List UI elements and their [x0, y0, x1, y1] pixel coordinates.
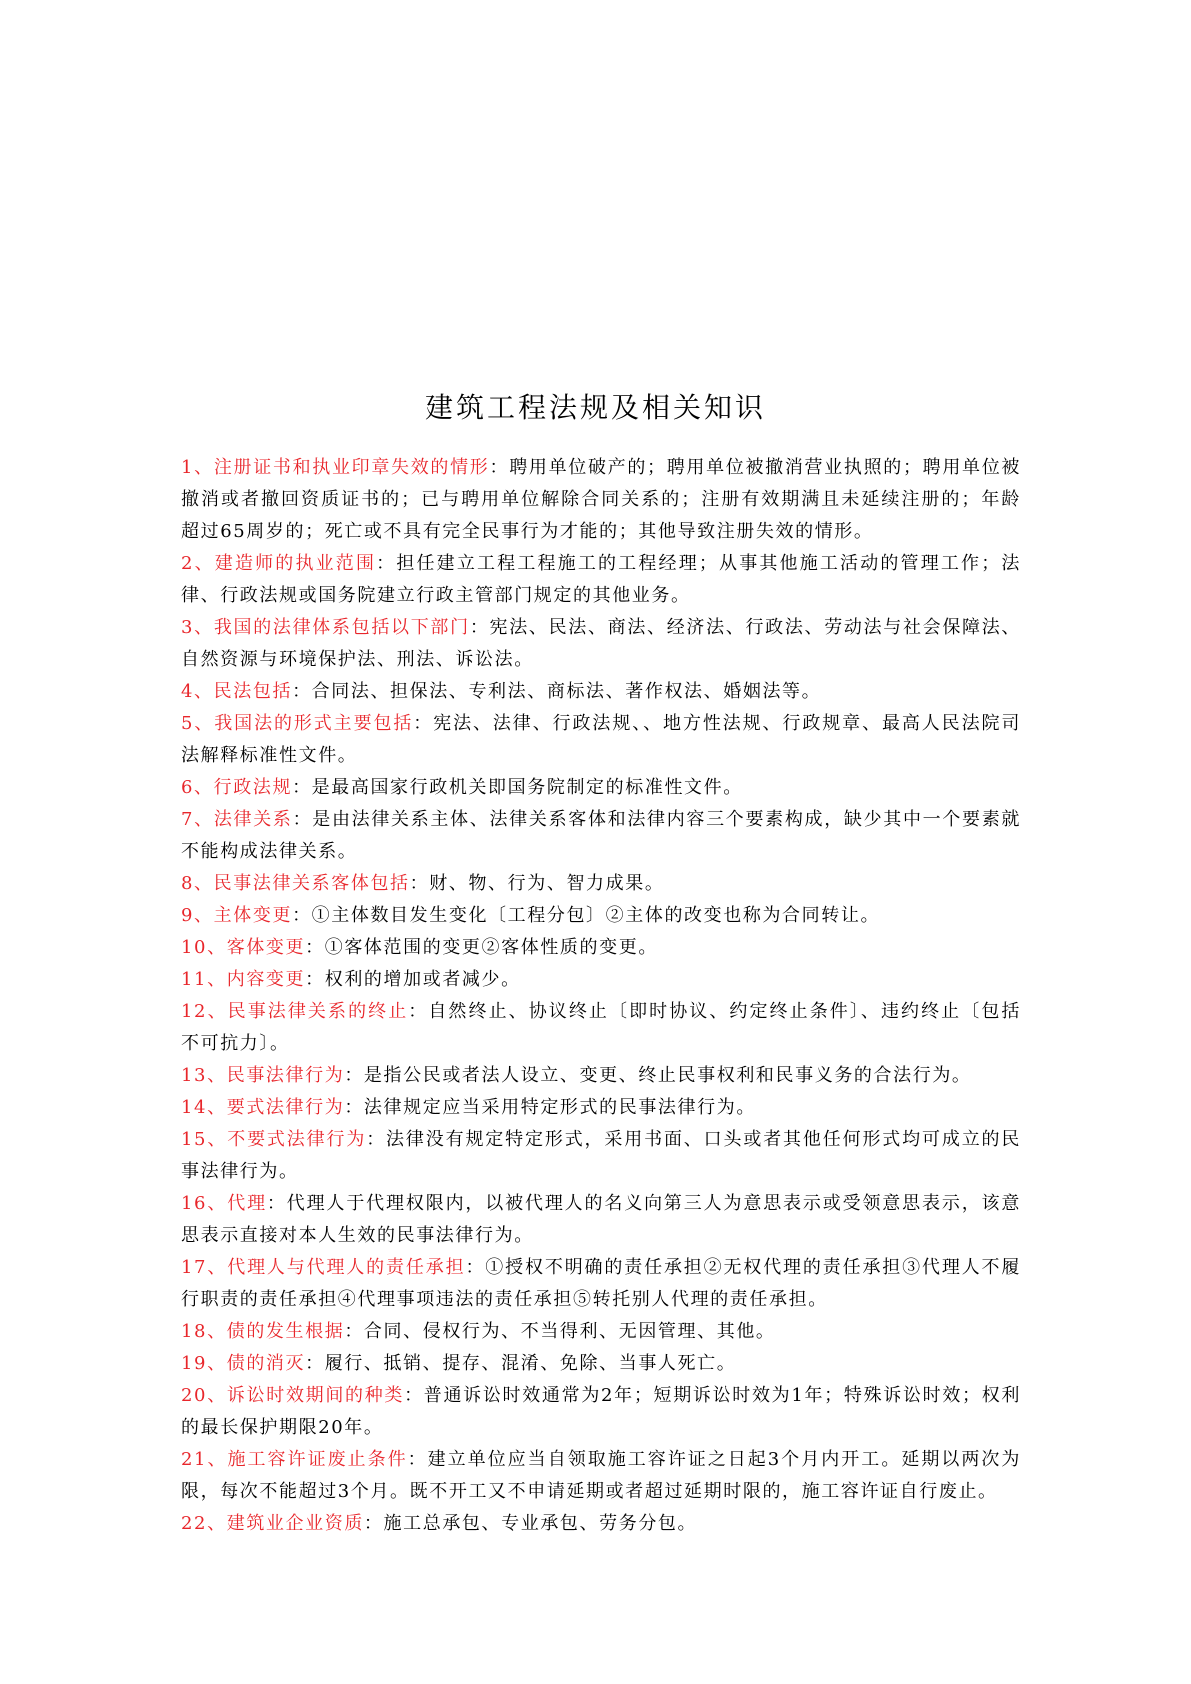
entry-term: 我国的法律体系包括以下部门 — [213, 617, 470, 638]
entry-number: 22、 — [181, 1513, 227, 1534]
entry-body: ：施工总承包、专业承包、劳务分包。 — [363, 1513, 698, 1534]
entry-item — [181, 900, 1021, 932]
entry-number: 20、 — [181, 1385, 227, 1406]
entry-term: 内容变更 — [226, 969, 306, 990]
entry-item — [181, 1508, 1021, 1540]
entry-body: ：①客体范围的变更②客体性质的变更。 — [305, 937, 658, 958]
entry-item — [181, 1060, 1021, 1092]
entry-number: 6、 — [181, 777, 214, 798]
entry-number: 3、 — [181, 617, 214, 638]
entry-body: ：财、物、行为、智力成果。 — [409, 873, 665, 894]
entry-number: 13、 — [181, 1065, 227, 1086]
entry-item — [181, 676, 1021, 708]
entry-body: ：担任建立工程工程施工的工程经理；从事其他施工活动的管理工作；法律、行政法规或国务院建立行政主管部门规定的其他业务。 — [181, 553, 1021, 606]
entry-body: ：宪法、法律、行政法规、、地方性法规、行政规章、最高人民法院司法解释标准性文件。 — [181, 713, 1021, 766]
entry-list — [181, 452, 1021, 1540]
entry-number: 19、 — [181, 1353, 227, 1374]
entry-body: ：是最高国家行政机关即国务院制定的标准性文件。 — [292, 777, 743, 798]
entry-term: 民事法律行为 — [226, 1065, 345, 1086]
document-title: 建筑工程法规及相关知识 — [424, 391, 766, 424]
entry-body: ：法律没有规定特定形式，采用书面、口头或者其他任何形式均可成立的民事法律行为。 — [181, 1129, 1022, 1182]
entry-item — [181, 868, 1021, 900]
entry-term: 民事法律关系客体包括 — [213, 873, 410, 894]
entry-item — [181, 772, 1021, 804]
entry-number: 11、 — [181, 969, 227, 990]
entry-term: 债的消灭 — [226, 1353, 306, 1374]
entry-number: 21、 — [181, 1449, 228, 1470]
entry-term: 债的发生根据 — [226, 1321, 345, 1342]
entry-term: 代理人与代理人的责任承担 — [227, 1257, 466, 1278]
entry-item — [181, 708, 1021, 772]
entry-term: 注册证书和执业印章失效的情形 — [213, 457, 490, 478]
entry-body: ：合同、侵权行为、不当得利、无因管理、其他。 — [344, 1321, 776, 1342]
entry-number: 15、 — [181, 1129, 228, 1150]
entry-term: 诉讼时效期间的种类 — [226, 1385, 405, 1406]
entry-term: 民事法律关系的终止 — [227, 1001, 409, 1022]
entry-term: 主体变更 — [213, 905, 293, 926]
entry-number: 17、 — [181, 1257, 228, 1278]
entry-number: 1、 — [181, 457, 214, 478]
entry-body: ：合同法、担保法、专利法、商标法、著作权法、婚姻法等。 — [292, 681, 822, 702]
entry-number: 14、 — [181, 1097, 227, 1118]
entry-number: 2、 — [181, 553, 215, 574]
entry-item — [181, 804, 1021, 868]
entry-item — [181, 1188, 1021, 1252]
entry-body: ：权利的增加或者减少。 — [305, 969, 521, 990]
entry-body: ：代理人于代理权限内，以被代理人的名义向第三人为意思表示或受领意思表示，该意思表示直接对本人生效的民事法律行为。 — [181, 1193, 1021, 1246]
entry-item — [181, 1092, 1021, 1124]
entry-number: 9、 — [181, 905, 214, 926]
entry-body: ：自然终止、协议终止〔即时协议、约定终止条件〕、违约终止〔包括不可抗力〕。 — [181, 1001, 1021, 1054]
entry-body: ：建立单位应当自领取施工容许证之日起3个月内开工。延期以两次为限，每次不能超过3个月。既不开工又不申请延期或者超过延期时限的，施工容许证自行废止。 — [181, 1449, 1021, 1502]
entry-item — [181, 1252, 1021, 1316]
entry-term: 民法包括 — [213, 681, 293, 702]
entry-item — [181, 1124, 1021, 1188]
entry-term: 代理 — [227, 1193, 267, 1214]
entry-term: 行政法规 — [213, 777, 293, 798]
entry-item — [181, 1444, 1021, 1508]
entry-item — [181, 452, 1021, 548]
entry-number: 4、 — [181, 681, 214, 702]
entry-number: 16、 — [181, 1193, 228, 1214]
entry-term: 我国法的形式主要包括 — [214, 713, 414, 734]
entry-number: 10、 — [181, 937, 227, 958]
entry-body: ：聘用单位破产的；聘用单位被撤消营业执照的；聘用单位被撤消或者撤回资质证书的；已与聘用单位解除合同关系的；注册有效期满且未延续注册的；年龄超过65周岁的；死亡或不具有完全民事行为才能的；其他导致注册失效的情形。 — [181, 457, 1022, 542]
entry-body: ：履行、抵销、提存、混淆、免除、当事人死亡。 — [305, 1353, 737, 1374]
entry-body: ：是指公民或者法人设立、变更、终止民事权利和民事义务的合法行为。 — [344, 1065, 972, 1086]
entry-item — [181, 964, 1021, 996]
entry-body: ：①授权不明确的责任承担②无权代理的责任承担③代理人不履行职责的责任承担④代理事项违法的责任承担⑤转托别人代理的责任承担。 — [181, 1257, 1022, 1310]
entry-number: 12、 — [181, 1001, 228, 1022]
entry-term: 法律关系 — [213, 809, 293, 830]
entry-item — [181, 1380, 1021, 1444]
entry-term: 客体变更 — [226, 937, 306, 958]
entry-term: 不要式法律行为 — [227, 1129, 367, 1150]
entry-number: 5、 — [181, 713, 215, 734]
entry-item — [181, 1316, 1021, 1348]
entry-body: ：普通诉讼时效通常为2年；短期诉讼时效为1年；特殊诉讼时效；权利的最长保护期限20年。 — [181, 1385, 1021, 1438]
entry-body: ：是由法律关系主体、法律关系客体和法律内容三个要素构成，缺少其中一个要素就不能构成法律关系。 — [181, 809, 1022, 862]
entry-item — [181, 932, 1021, 964]
entry-term: 要式法律行为 — [226, 1097, 345, 1118]
entry-body: ：法律规定应当采用特定形式的民事法律行为。 — [344, 1097, 756, 1118]
entry-body: ：宪法、民法、商法、经济法、行政法、劳动法与社会保障法、自然资源与环境保护法、刑法、诉讼法。 — [181, 617, 1022, 670]
entry-term: 建筑业企业资质 — [226, 1513, 364, 1534]
entry-term: 建造师的执业范围 — [214, 553, 377, 574]
entry-item — [181, 996, 1021, 1060]
entry-term: 施工容许证废止条件 — [227, 1449, 408, 1470]
entry-item — [181, 1348, 1021, 1380]
entry-number: 7、 — [181, 809, 214, 830]
entry-number: 18、 — [181, 1321, 227, 1342]
entry-item — [181, 612, 1021, 676]
entry-number: 8、 — [181, 873, 214, 894]
entry-body: ：①主体数目发生变化〔工程分包〕②主体的改变也称为合同转让。 — [292, 905, 881, 926]
entry-item — [181, 548, 1021, 612]
